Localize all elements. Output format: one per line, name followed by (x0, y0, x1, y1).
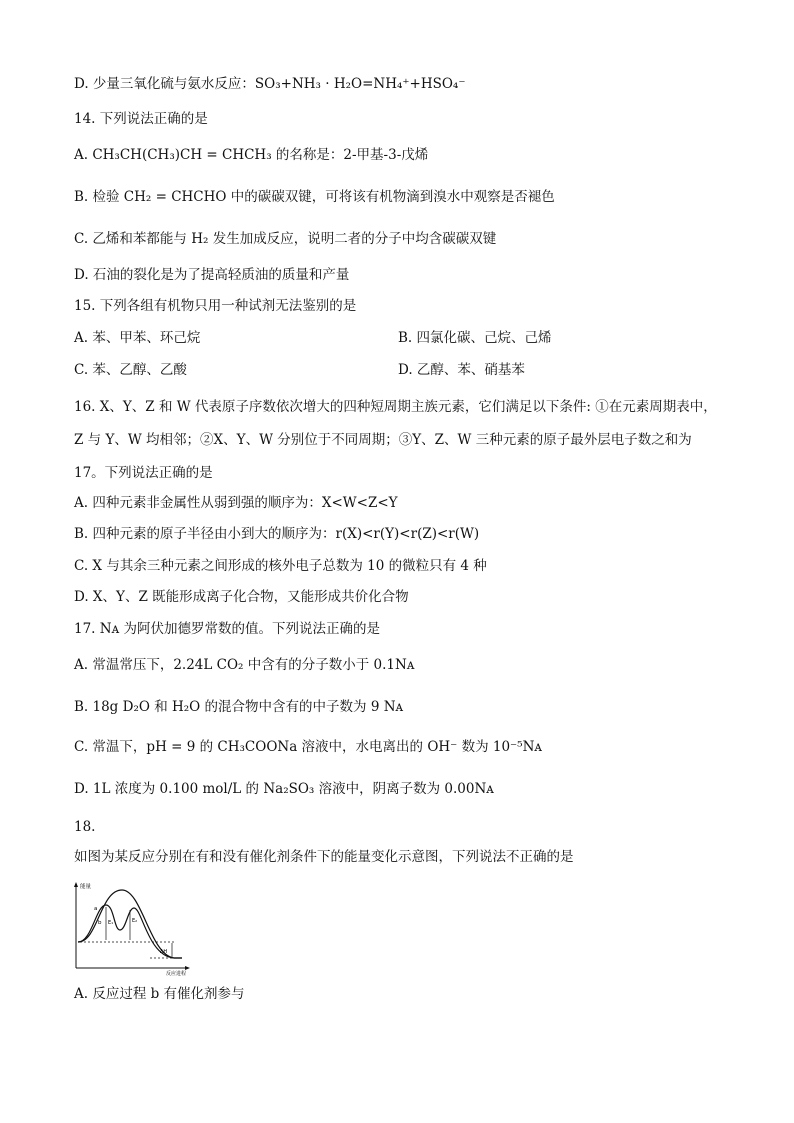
q14-option-c: C. 乙烯和苯都能与 H₂ 发生加成反应，说明二者的分子中均含碳碳双键 (74, 231, 497, 247)
q16-option-c: C. X 与其余三种元素之间形成的核外电子总数为 10 的微粒只有 4 种 (74, 558, 487, 574)
curve-a-label: a (94, 906, 98, 912)
curve-b-label: b (98, 920, 102, 926)
y-axis-arrow (74, 882, 78, 887)
x-axis-label: 反应进程 (166, 971, 187, 976)
y-axis-label: 能量 (80, 884, 92, 890)
q18-stem: 如图为某反应分别在有和没有催化剂条件下的能量变化示意图，下列说法不正确的是 (74, 849, 574, 865)
q14-option-a: A. CH₃CH(CH₃)CH = CHCH₃ 的名称是：2-甲基-3-戊烯 (74, 147, 429, 163)
e1-label: E₁ (108, 920, 114, 926)
q14-option-d: D. 石油的裂化是为了提高轻质油的质量和产量 (74, 267, 350, 283)
x-axis-arrow (185, 966, 190, 970)
q17-option-d: D. 1L 浓度为 0.100 mol/L 的 Na₂SO₃ 溶液中，阴离子数为 0.00Nᴀ (74, 781, 494, 797)
dh-label: ΔH (160, 949, 168, 955)
q17-option-b: B. 18g D₂O 和 H₂O 的混合物中含有的中子数为 9 Nᴀ (74, 699, 404, 715)
q15-option-c: C. 苯、乙醇、乙酸 (74, 362, 187, 378)
q16-stem: 16. X、Y、Z 和 W 代表原子序数依次增大的四种短周期主族元素，它们满足以下条件: ①在元素周期表中，Z 与 Y、W 均相邻；②X、Y、W 分别位于不同周期；③Y、Z、W 三种元素的原子最外层电子数之和为 17。下列说法正确的是 (74, 399, 717, 481)
e2-label: E₂ (132, 918, 138, 924)
q14-option-b: B. 检验 CH₂ = CHCHO 中的碳碳双键，可将该有机物滴到溴水中观察是否褪色 (74, 189, 555, 205)
q16-option-d: D. X、Y、Z 既能形成离子化合物，又能形成共价化合物 (74, 589, 409, 605)
q16-option-b: B. 四种元素的原子半径由小到大的顺序为：r(X)<r(Y)<r(Z)<r(W) (74, 526, 480, 542)
q13-option-d: D. 少量三氧化硫与氨水反应：SO₃+NH₃ · H₂O=NH₄⁺+HSO₄⁻ (74, 76, 466, 92)
q14-stem: 14. 下列说法正确的是 (74, 111, 208, 127)
q15-option-a: A. 苯、甲苯、环己烷 (74, 330, 201, 346)
q18-option-a: A. 反应过程 b 有催化剂参与 (74, 986, 245, 1002)
q17-stem: 17. Nᴀ 为阿伏加德罗常数的值。下列说法正确的是 (74, 621, 380, 637)
q16-option-a: A. 四种元素非金属性从弱到强的顺序为：X<W<Z<Y (74, 495, 398, 511)
q18-number: 18. (74, 819, 96, 835)
q17-option-c: C. 常温下，pH = 9 的 CH₃COONa 溶液中，水电离出的 OH⁻ 数为 10⁻⁵Nᴀ (74, 739, 543, 755)
q15-option-d: D. 乙醇、苯、硝基苯 (398, 362, 525, 378)
q15-stem: 15. 下列各组有机物只用一种试剂无法鉴别的是 (74, 298, 357, 314)
energy-diagram (70, 880, 190, 976)
q17-option-a: A. 常温常压下，2.24L CO₂ 中含有的分子数小于 0.1Nᴀ (74, 657, 415, 673)
q15-option-b: B. 四氯化碳、己烷、己烯 (398, 330, 552, 346)
